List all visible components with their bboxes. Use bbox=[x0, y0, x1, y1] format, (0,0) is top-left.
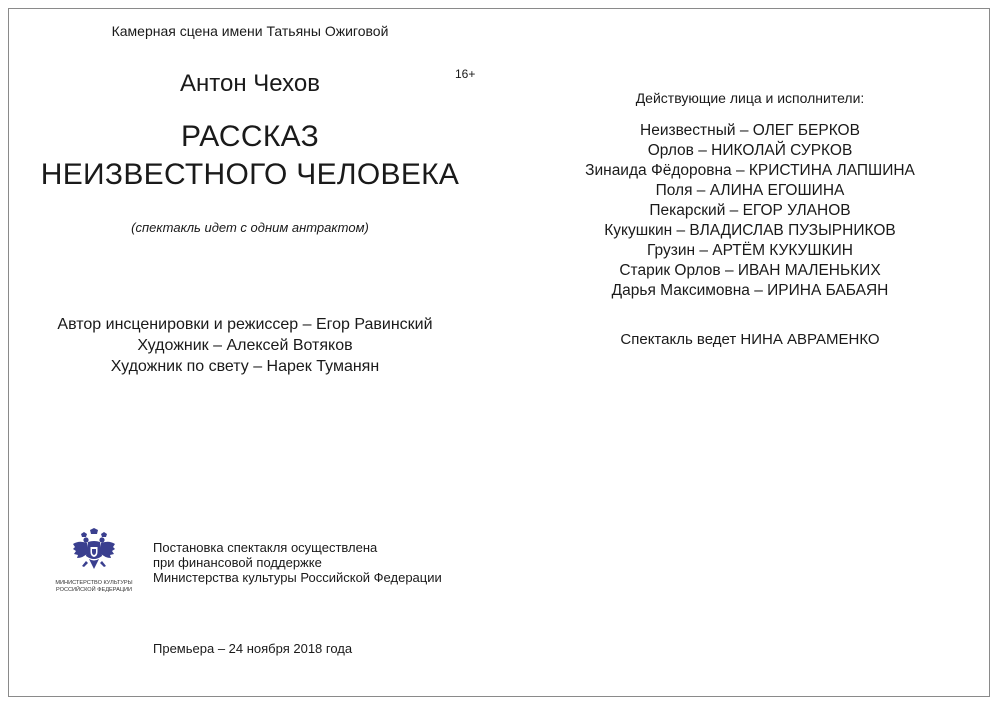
cast-list bbox=[500, 121, 1000, 301]
cast-item: Грузин – АРТЁМ КУКУШКИН bbox=[647, 242, 853, 259]
funding-line-3: Министерства культуры Российской Федерации bbox=[153, 570, 442, 585]
premiere-date: Премьера – 24 ноября 2018 года bbox=[153, 641, 353, 656]
cast-item: Неизвестный – ОЛЕГ БЕРКОВ bbox=[640, 122, 860, 139]
cast-item: Кукушкин – ВЛАДИСЛАВ ПУЗЫРНИКОВ bbox=[604, 222, 896, 239]
cast-item: Пекарский – ЕГОР УЛАНОВ bbox=[649, 202, 851, 219]
cast-item: Старик Орлов – ИВАН МАЛЕНЬКИХ bbox=[619, 262, 881, 279]
funding-line-2: при финансовой поддержке bbox=[153, 555, 322, 570]
venue-name: Камерная сцена имени Татьяны Ожиговой bbox=[111, 23, 389, 39]
play-title bbox=[0, 118, 500, 194]
cast-item: Поля – АЛИНА ЕГОШИНА bbox=[655, 182, 845, 199]
cast-heading: Действующие лица и исполнители: bbox=[635, 90, 865, 106]
double-headed-eagle-icon bbox=[71, 528, 117, 578]
credit-designer: Художник – Алексей Вотяков bbox=[137, 337, 353, 354]
credits-block bbox=[0, 314, 490, 377]
cast-item: Орлов – НИКОЛАЙ СУРКОВ bbox=[647, 142, 853, 159]
ministry-logo bbox=[52, 528, 136, 594]
author-name: Антон Чехов bbox=[180, 70, 320, 97]
ministry-label-line-1: МИНИСТЕРСТВО КУЛЬТУРЫ bbox=[55, 580, 133, 586]
age-rating: 16+ bbox=[455, 67, 476, 81]
stage-manager: Спектакль ведет НИНА АВРАМЕНКО bbox=[620, 331, 880, 348]
cast-item: Дарья Максимовна – ИРИНА БАБАЯН bbox=[611, 282, 889, 299]
credit-director: Автор инсценировки и режиссер – Егор Равинский bbox=[57, 316, 433, 333]
ministry-label-line-2: РОССИЙСКОЙ ФЕДЕРАЦИИ bbox=[55, 587, 132, 593]
credit-lighting: Художник по свету – Нарек Туманян bbox=[110, 358, 380, 375]
play-title-line-1: РАССКАЗ bbox=[180, 120, 320, 153]
funding-line-1: Постановка спектакля осуществлена bbox=[153, 540, 378, 555]
play-title-line-2: НЕИЗВЕСТНОГО ЧЕЛОВЕКА bbox=[40, 158, 460, 191]
ministry-logo-label bbox=[52, 580, 136, 594]
funding-note bbox=[153, 540, 442, 585]
cast-item: Зинаида Фёдоровна – КРИСТИНА ЛАПШИНА bbox=[585, 162, 915, 179]
intermission-note: (спектакль идет с одним антрактом) bbox=[131, 220, 369, 235]
